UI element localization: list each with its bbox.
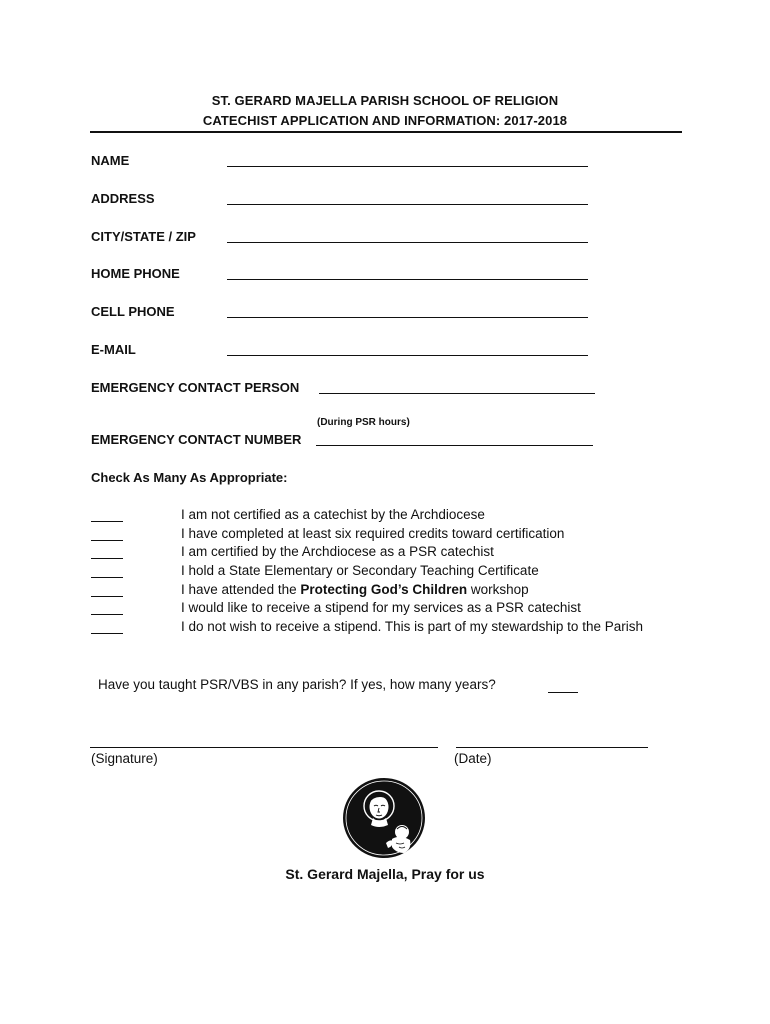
- emergency-contact-number-label: EMERGENCY CONTACT NUMBER: [91, 432, 302, 447]
- check-blank[interactable]: [91, 633, 123, 634]
- signature-label: (Signature): [91, 751, 158, 766]
- psr-vbs-question: Have you taught PSR/VBS in any parish? If yes, how many years?: [98, 677, 496, 692]
- checklist-item-text: I hold a State Elementary or Secondary Teaching Certificate: [181, 563, 539, 578]
- workshop-text-before: I have attended the: [181, 582, 301, 597]
- address-input-line[interactable]: [227, 204, 588, 205]
- form-title-line-1: ST. GERARD MAJELLA PARISH SCHOOL OF RELIGION: [211, 93, 559, 108]
- checklist-item-text: I am not certified as a catechist by the Archdiocese: [181, 507, 485, 522]
- field-label: HOME PHONE: [91, 266, 180, 281]
- name-input-line[interactable]: [227, 166, 588, 167]
- checklist-item-text: I have completed at least six required credits toward certification: [181, 526, 565, 541]
- check-blank[interactable]: [91, 540, 123, 541]
- check-blank[interactable]: [91, 614, 123, 615]
- date-input-line[interactable]: [456, 747, 648, 748]
- field-label: E-MAIL: [91, 342, 136, 357]
- field-label: NAME: [91, 153, 130, 168]
- seal-caption: St. Gerard Majella, Pray for us: [285, 866, 485, 882]
- form-title-line-2: CATECHIST APPLICATION AND INFORMATION: 2017-2018: [202, 113, 568, 128]
- emergency-contact-person-input-line[interactable]: [319, 393, 595, 394]
- email-input-line[interactable]: [227, 355, 588, 356]
- checklist-item-text: [181, 582, 529, 597]
- checklist-item-text: I would like to receive a stipend for my services as a PSR catechist: [181, 600, 581, 615]
- header-divider: [90, 131, 682, 133]
- field-label: CELL PHONE: [91, 304, 175, 319]
- checklist-item-text: I do not wish to receive a stipend. This is part of my stewardship to the Parish: [181, 619, 643, 634]
- emergency-contact-number-input-line[interactable]: [316, 445, 593, 446]
- saint-seal-icon: [342, 777, 426, 859]
- home-phone-input-line[interactable]: [227, 279, 588, 280]
- check-blank[interactable]: [91, 558, 123, 559]
- date-label: (Date): [454, 751, 492, 766]
- check-blank[interactable]: [91, 596, 123, 597]
- workshop-text-after: workshop: [467, 582, 529, 597]
- field-label: ADDRESS: [91, 191, 155, 206]
- check-blank[interactable]: [91, 577, 123, 578]
- checklist-item-text: I am certified by the Archdiocese as a PSR catechist: [181, 544, 494, 559]
- checklist-heading: Check As Many As Appropriate:: [91, 470, 288, 485]
- emergency-contact-person-label: EMERGENCY CONTACT PERSON: [91, 380, 300, 395]
- signature-input-line[interactable]: [90, 747, 438, 748]
- cell-phone-input-line[interactable]: [227, 317, 588, 318]
- field-label: CITY/STATE / ZIP: [91, 229, 196, 244]
- workshop-name: Protecting God’s Children: [300, 582, 468, 597]
- psr-hours-note: (During PSR hours): [317, 417, 410, 428]
- years-taught-input-line[interactable]: [548, 692, 578, 693]
- city-state-zip-input-line[interactable]: [227, 242, 588, 243]
- check-blank[interactable]: [91, 521, 123, 522]
